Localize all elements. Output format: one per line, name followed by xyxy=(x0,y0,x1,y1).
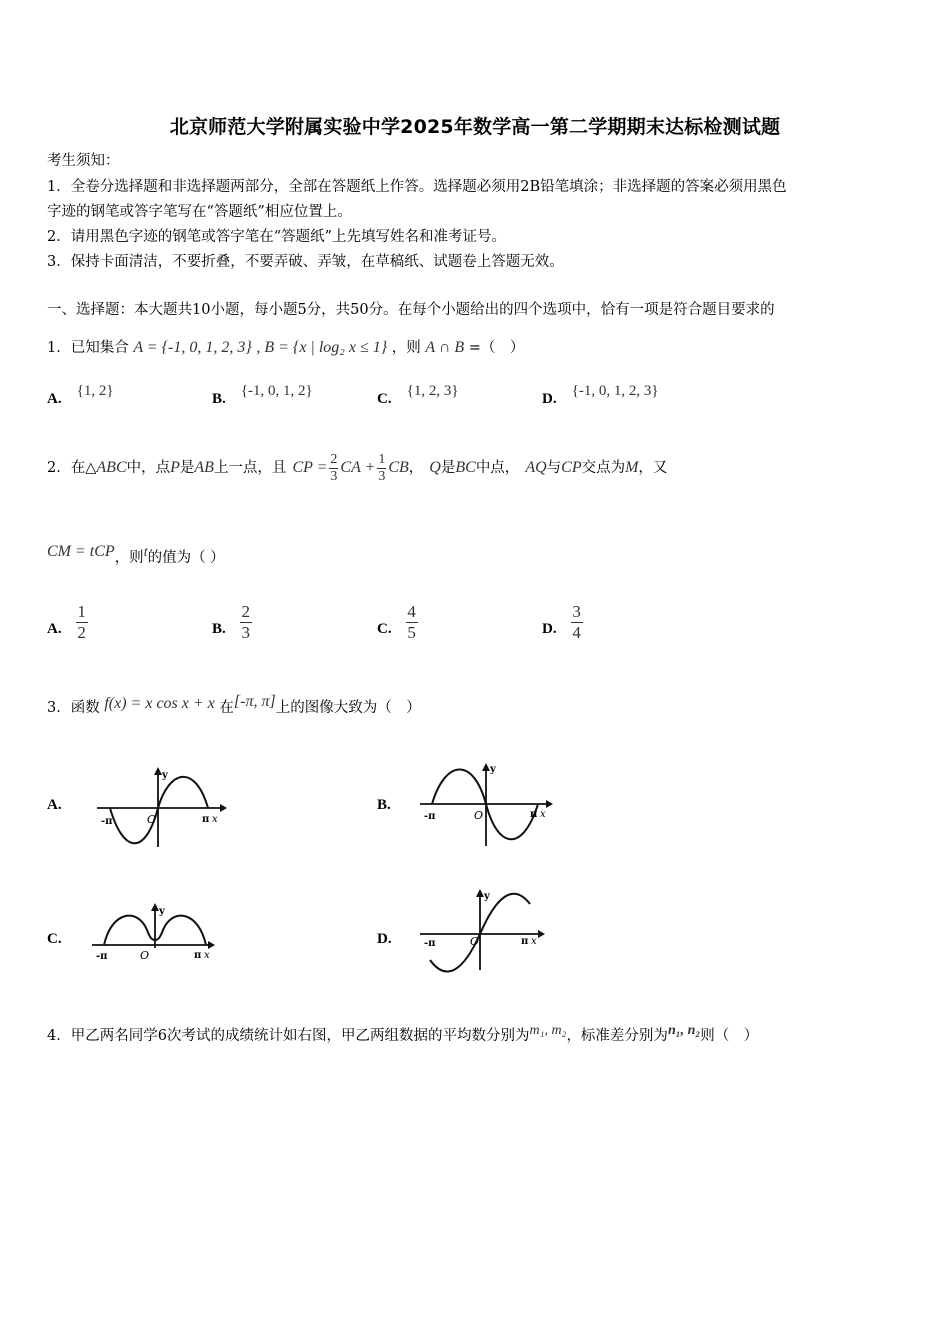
pi-label: π xyxy=(202,814,210,825)
segment-aq: AQ xyxy=(525,459,547,476)
numerator: 3 xyxy=(572,602,581,621)
graph-option-a[interactable] xyxy=(95,765,230,850)
option-label: D. xyxy=(542,621,557,637)
option-b[interactable] xyxy=(212,383,313,408)
triangle-abc: ABC xyxy=(96,459,127,476)
denominator: 3 xyxy=(378,468,386,484)
question-text: 上一点，且 xyxy=(213,460,287,476)
option-label: B. xyxy=(212,621,226,637)
interval: [-π, π] xyxy=(233,693,276,710)
graph-option-d[interactable] xyxy=(418,882,553,982)
x-arrow xyxy=(546,800,553,808)
section-1-heading: 一、选择题：本大题共10小题，每小题5分，共50分。在每个小题给出的四个选项中，恰有一项是符合题目要求的 xyxy=(47,302,775,318)
pi-label: π xyxy=(521,936,529,947)
numerator: 4 xyxy=(407,602,416,621)
question-text: 中，点 xyxy=(126,460,171,476)
origin-label: O xyxy=(147,813,157,826)
question-2-stem xyxy=(47,446,667,490)
numerator: 2 xyxy=(330,451,338,467)
denominator: 2 xyxy=(77,623,86,642)
option-a[interactable] xyxy=(47,383,114,408)
notice-item-1-line-1: 1．全卷分选择题和非选择题两部分，全部在答题纸上作答。选择题必须用2B铅笔填涂；非选择题的答案必须用黑色 xyxy=(47,179,787,195)
denominator: 5 xyxy=(407,623,416,642)
segment-bc: BC xyxy=(455,459,476,476)
x-label: x xyxy=(212,814,218,825)
y-label: y xyxy=(159,906,165,917)
graph-option-b[interactable] xyxy=(418,760,558,850)
question-number: 3． xyxy=(47,700,71,716)
intersection-expression: A ∩ B xyxy=(425,339,465,356)
point-p: P xyxy=(170,459,180,476)
option-a[interactable] xyxy=(47,603,88,642)
means-symbols: m₁, m₂ xyxy=(529,1023,567,1038)
option-fraction xyxy=(240,603,252,642)
question-text: 上的图像大致为（ ） xyxy=(275,700,421,716)
option-label: A. xyxy=(47,391,62,407)
option-d[interactable] xyxy=(542,603,583,642)
question-text: 中点， xyxy=(475,460,520,476)
numerator: 2 xyxy=(241,602,251,621)
question-text: 已知集合 xyxy=(70,340,129,356)
graph-option-b-label[interactable]: B. xyxy=(377,797,391,813)
origin-label: O xyxy=(140,949,150,962)
pi-label: π xyxy=(530,809,538,820)
segment-cp: CP xyxy=(561,459,582,476)
pi-label: π xyxy=(194,950,202,961)
denominator: 4 xyxy=(572,623,581,642)
neg-pi-label: -π xyxy=(101,816,113,827)
notice-item-2: 2．请用黑色字迹的钢笔或答字笔在“答题纸”上先填写姓名和准考证号。 xyxy=(47,229,507,245)
y-arrow xyxy=(482,763,490,771)
option-d[interactable] xyxy=(542,383,659,408)
x-label: x xyxy=(540,809,546,820)
numerator: 1 xyxy=(77,602,86,621)
graph-option-a-label[interactable]: A. xyxy=(47,797,62,813)
origin-label: O xyxy=(470,935,480,948)
std-symbols: n₁, n₂ xyxy=(667,1023,701,1038)
option-value: {1, 2} xyxy=(76,383,114,399)
option-c[interactable] xyxy=(377,383,459,408)
x-label: x xyxy=(531,936,537,947)
option-fraction xyxy=(571,603,583,642)
question-text: 的值为（ ） xyxy=(147,550,225,566)
y-arrow xyxy=(476,889,484,897)
option-fraction xyxy=(76,603,88,642)
question-3-stem xyxy=(47,693,421,718)
y-arrow xyxy=(151,903,159,911)
set-b: , B = {x | log₂ x ≤ 1} xyxy=(256,339,388,356)
x-arrow xyxy=(220,804,227,812)
neg-pi-label: -π xyxy=(96,951,108,962)
question-number: 1． xyxy=(47,340,71,356)
vector-cb: CB xyxy=(388,459,409,476)
neg-pi-label: -π xyxy=(424,811,436,822)
option-label: A. xyxy=(47,621,62,637)
question-text: ，则 xyxy=(391,340,421,356)
cm-equation: CM = tCP xyxy=(47,543,115,560)
y-label: y xyxy=(484,891,490,902)
question-text: 函数 xyxy=(70,700,100,716)
question-text: 甲乙两名同学6次考试的成绩统计如右图，甲乙两组数据的平均数分别为 xyxy=(70,1028,530,1044)
question-text: ， xyxy=(408,460,424,476)
option-label: B. xyxy=(212,391,226,407)
question-number: 2． xyxy=(47,460,71,476)
option-label: C. xyxy=(377,391,392,407)
set-a: A = {-1, 0, 1, 2, 3} xyxy=(133,339,252,356)
option-value: {1, 2, 3} xyxy=(406,383,459,399)
question-text: ，则 xyxy=(114,550,144,566)
option-label: D. xyxy=(542,391,557,407)
vector-cp: CP = xyxy=(292,459,328,476)
question-text: 在 xyxy=(219,700,234,716)
fraction-one-third xyxy=(377,453,386,484)
notice-item-3: 3．保持卡面清洁，不要折叠，不要弄破、弄皱，在草稿纸、试题卷上答题无效。 xyxy=(47,254,564,270)
graph-option-c[interactable] xyxy=(90,900,220,965)
question-2-line-2 xyxy=(47,543,225,569)
option-c[interactable] xyxy=(377,603,418,642)
segment-ab: AB xyxy=(194,459,214,476)
question-number: 4． xyxy=(47,1028,71,1044)
option-fraction xyxy=(406,603,418,642)
x-label: x xyxy=(204,950,210,961)
fraction-two-thirds xyxy=(329,453,338,484)
question-text: =（ ） xyxy=(468,340,525,356)
numerator: 1 xyxy=(378,451,386,467)
option-b[interactable] xyxy=(212,603,252,642)
origin-label: O xyxy=(474,809,484,822)
function-expression: f(x) = x cos x + x xyxy=(104,695,215,712)
function-curve xyxy=(110,777,208,843)
variable-t: t xyxy=(143,545,148,560)
denominator: 3 xyxy=(330,468,338,484)
page-title: 北京师范大学附属实验中学2025年数学高一第二学期期末达标检测试题 xyxy=(169,116,781,138)
point-m: M xyxy=(625,459,639,476)
question-text: 是 xyxy=(179,460,195,476)
notice-heading: 考生须知： xyxy=(47,153,120,169)
y-label: y xyxy=(490,764,496,775)
question-text: 是 xyxy=(440,460,456,476)
question-1-stem xyxy=(47,338,524,358)
y-label: y xyxy=(162,770,168,781)
point-q: Q xyxy=(429,459,441,476)
graph-option-c-label[interactable]: C. xyxy=(47,931,62,947)
question-text: ，标准差分别为 xyxy=(566,1028,668,1044)
option-value: {-1, 0, 1, 2, 3} xyxy=(571,383,659,399)
vector-ca: CA + xyxy=(340,459,376,476)
neg-pi-label: -π xyxy=(424,938,436,949)
question-text: ，又 xyxy=(638,460,668,476)
x-arrow xyxy=(208,941,215,949)
notice-item-1-line-2: 字迹的钢笔或答字笔写在“答题纸”相应位置上。 xyxy=(47,204,352,220)
question-text: 与 xyxy=(546,460,562,476)
question-4-stem xyxy=(47,1023,759,1047)
x-arrow xyxy=(538,930,545,938)
y-arrow xyxy=(154,767,162,775)
denominator: 3 xyxy=(241,623,251,642)
question-text: 在△ xyxy=(70,460,97,476)
option-value: {-1, 0, 1, 2} xyxy=(240,383,313,399)
option-label: C. xyxy=(377,621,392,637)
graph-option-d-label[interactable]: D. xyxy=(377,931,392,947)
question-text: 交点为 xyxy=(581,460,626,476)
question-text: 则（ ） xyxy=(700,1028,759,1044)
